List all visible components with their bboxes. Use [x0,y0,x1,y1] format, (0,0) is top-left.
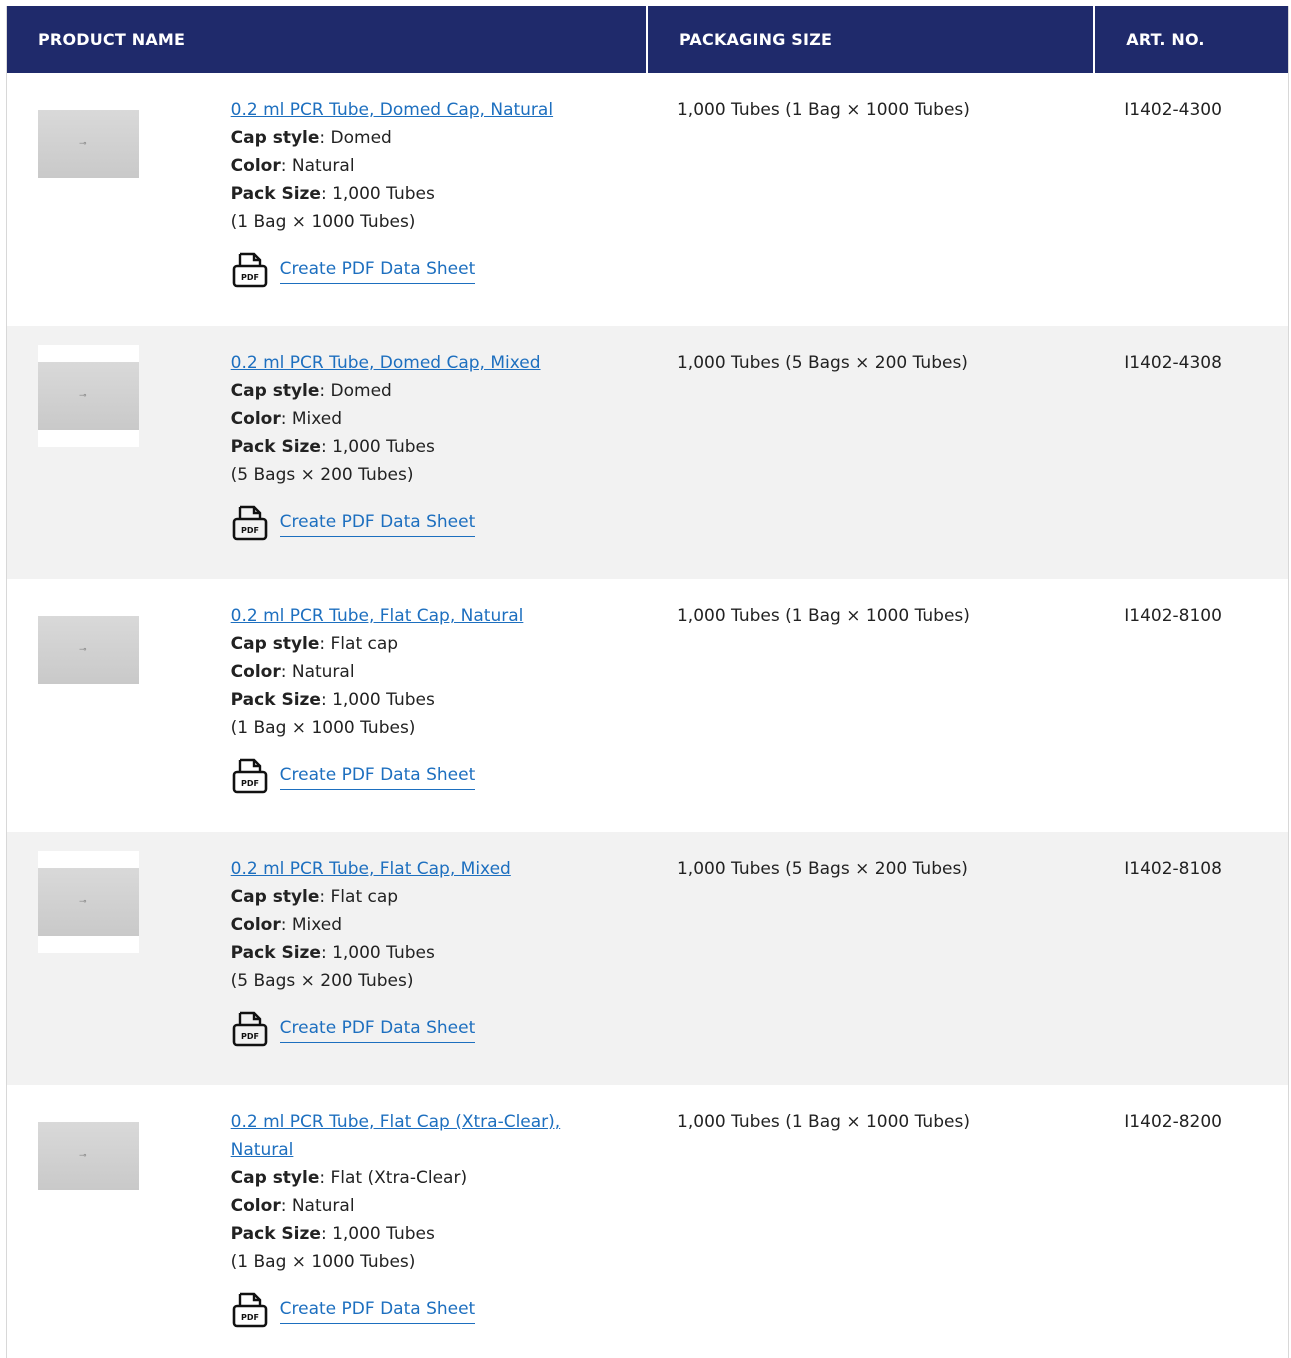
pack-size-value: : 1,000 Tubes [320,1224,435,1244]
pdf-icon [231,505,269,543]
product-info [231,73,648,326]
pdf-data-sheet[interactable] [231,1010,648,1050]
pack-size-value: : 1,000 Tubes [320,437,435,457]
cap-style-value: : Domed [319,128,392,148]
pdf-data-sheet[interactable] [231,1291,588,1331]
color-label: Color [230,915,281,935]
create-pdf-link[interactable]: Create PDF Data Sheet [280,258,476,284]
pack-detail: (1 Bag × 1000 Tubes) [230,212,416,232]
product-info [231,579,648,832]
create-pdf-link[interactable]: Create PDF Data Sheet [280,1298,476,1324]
table-row [7,1085,1288,1358]
product-thumbnail[interactable] [38,362,139,430]
color-value: : Natural [280,156,355,176]
table-row [7,832,1288,1085]
color-label: Color [230,662,281,682]
pack-size-label: Pack Size [230,437,321,457]
cap-style-value: : Flat cap [319,634,399,654]
pack-size-label: Pack Size [230,1224,321,1244]
table-row [7,326,1288,579]
art-no: I1402-8108 [1124,859,1222,879]
pack-size-value: : 1,000 Tubes [320,690,435,710]
tube-icon: ⊸ [79,139,87,149]
pdf-data-sheet[interactable] [231,757,648,797]
pdf-data-sheet[interactable] [231,251,648,291]
cap-style-value: : Flat cap [319,887,399,907]
tube-icon: ⊸ [79,391,87,401]
pdf-icon [231,1292,269,1330]
packaging-size: 1,000 Tubes (1 Bag × 1000 Tubes) [676,606,970,626]
pdf-data-sheet[interactable] [231,504,648,544]
header-packaging-size: PACKAGING SIZE [648,6,1095,73]
product-link[interactable]: 0.2 ml PCR Tube, Domed Cap, Natural [230,100,554,120]
product-info [231,1085,648,1358]
tube-icon: ⊸ [79,897,87,907]
product-info [231,832,648,1085]
cap-style-value: : Domed [319,381,392,401]
product-link[interactable]: 0.2 ml PCR Tube, Domed Cap, Mixed [230,353,541,373]
art-no: I1402-8200 [1124,1112,1222,1132]
cap-style-label: Cap style [230,634,320,654]
color-value: : Mixed [280,409,343,429]
pack-detail: (5 Bags × 200 Tubes) [230,971,414,991]
color-value: : Natural [280,662,355,682]
svg-text:PDF: PDF [240,526,259,535]
pack-detail: (1 Bag × 1000 Tubes) [230,1252,416,1272]
table-row [7,73,1288,326]
pack-size-value: : 1,000 Tubes [320,184,435,204]
product-thumbnail[interactable] [38,1122,139,1190]
cap-style-label: Cap style [230,381,320,401]
pack-detail: (5 Bags × 200 Tubes) [230,465,414,485]
header-product-name: PRODUCT NAME [7,6,648,73]
art-no: I1402-4308 [1124,353,1222,373]
packaging-size: 1,000 Tubes (5 Bags × 200 Tubes) [676,353,968,373]
product-table [6,6,1289,1358]
create-pdf-link[interactable]: Create PDF Data Sheet [280,511,476,537]
product-thumbnail[interactable] [38,868,139,936]
tube-icon: ⊸ [79,645,87,655]
table-row [7,579,1288,832]
product-link[interactable]: 0.2 ml PCR Tube, Flat Cap, Natural [230,606,524,626]
art-no: I1402-8100 [1124,606,1222,626]
product-link[interactable]: 0.2 ml PCR Tube, Flat Cap, Mixed [230,859,511,879]
svg-text:PDF: PDF [240,779,259,788]
create-pdf-link[interactable]: Create PDF Data Sheet [280,764,476,790]
cap-style-label: Cap style [230,887,320,907]
pack-size-label: Pack Size [230,943,321,963]
color-label: Color [230,1196,281,1216]
color-label: Color [230,156,281,176]
table-header [7,6,1288,73]
product-thumbnail[interactable] [38,110,139,178]
svg-text:PDF: PDF [240,273,259,282]
pdf-icon [231,758,269,796]
svg-text:PDF: PDF [240,1313,259,1322]
color-value: : Mixed [280,915,343,935]
svg-text:PDF: PDF [240,1032,259,1041]
product-info [231,326,648,579]
cap-style-label: Cap style [230,1168,320,1188]
cap-style-value: : Flat (Xtra-Clear) [319,1168,468,1188]
pack-size-label: Pack Size [230,184,321,204]
pdf-icon [231,1011,269,1049]
tube-icon: ⊸ [79,1151,87,1161]
pack-detail: (1 Bag × 1000 Tubes) [230,718,416,738]
pdf-icon [231,252,269,290]
color-label: Color [230,409,281,429]
product-link[interactable]: 0.2 ml PCR Tube, Flat Cap (Xtra-Clear), Natural [230,1112,561,1160]
packaging-size: 1,000 Tubes (1 Bag × 1000 Tubes) [677,1112,970,1132]
art-no: I1402-4300 [1124,100,1222,120]
packaging-size: 1,000 Tubes (5 Bags × 200 Tubes) [676,859,968,879]
create-pdf-link[interactable]: Create PDF Data Sheet [280,1017,476,1043]
packaging-size: 1,000 Tubes (1 Bag × 1000 Tubes) [676,100,970,120]
product-thumbnail[interactable] [38,616,139,684]
cap-style-label: Cap style [230,128,320,148]
header-art-no: ART. NO. [1126,30,1205,49]
pack-size-label: Pack Size [230,690,321,710]
color-value: : Natural [280,1196,355,1216]
pack-size-value: : 1,000 Tubes [320,943,435,963]
